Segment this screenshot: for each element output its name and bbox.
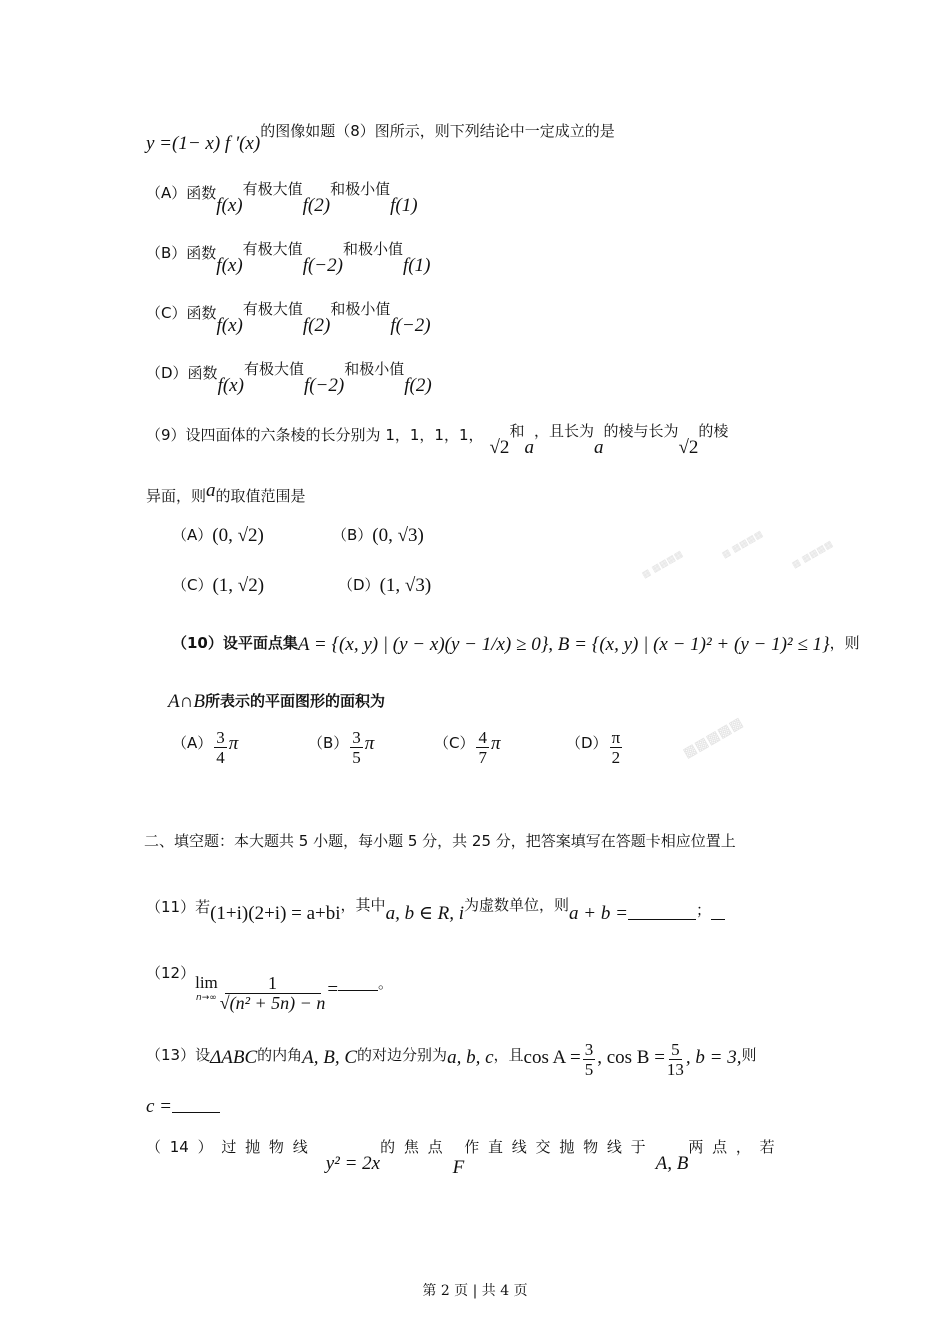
text: 的棱 <box>698 422 729 440</box>
math: π <box>228 733 239 754</box>
set-a: A = {(x, y) | (y − x)(y − 1/x) ≥ 0} <box>297 634 549 655</box>
denominator: 5 <box>584 1060 594 1079</box>
numerator: 3 <box>584 1040 594 1059</box>
option-label: （B） <box>332 526 373 544</box>
text: 有极大值 <box>243 360 304 378</box>
q9-option-b <box>332 524 424 547</box>
math: f(2) <box>302 195 331 216</box>
numerator: 1 <box>225 974 321 994</box>
text: 的棱与长为 <box>603 422 679 440</box>
option-label: （B）函数 <box>146 244 217 262</box>
math: (1, √2) <box>212 575 265 596</box>
math: a + b = <box>569 903 628 924</box>
option-label: （D） <box>338 576 380 594</box>
math: f(−2) <box>303 375 345 396</box>
math: F <box>452 1157 465 1178</box>
watermark: ▩ ▩▩▩▩ <box>640 549 685 581</box>
math: π <box>490 733 501 754</box>
denominator: 7 <box>478 748 487 767</box>
q10-line2 <box>168 690 385 713</box>
option-label: （A） <box>172 526 213 544</box>
option-label: （D）函数 <box>146 364 218 382</box>
numerator: 4 <box>478 728 487 747</box>
math: a <box>593 437 604 458</box>
text: 和极小值 <box>330 300 391 318</box>
q8-intro <box>146 120 615 155</box>
set-b: , B = {(x, y) | (x − 1)² + (y − 1)² ≤ 1} <box>548 634 830 655</box>
text: 和极小值 <box>330 180 391 198</box>
section-2-heading <box>144 830 736 851</box>
text: 的取值范围是 <box>215 487 306 505</box>
numerator: 3 <box>216 728 225 747</box>
answer-blank[interactable] <box>172 1112 220 1113</box>
text: 有极大值 <box>242 300 303 318</box>
math: (1+i)(2+i) = a+bi <box>210 903 341 924</box>
option-label: （C） <box>172 576 213 594</box>
math: a, b, c <box>447 1047 494 1068</box>
q9-line2 <box>146 480 306 510</box>
math: c = <box>146 1096 173 1117</box>
text: （9）设四面体的六条棱的长分别为 1，1，1，1， <box>146 426 484 444</box>
math: A∩B <box>168 691 205 712</box>
text: （10）设平面点集 <box>172 634 298 652</box>
page-footer: 第 2 页 | 共 4 页 <box>422 1283 528 1299</box>
math: f(−2) <box>302 255 343 276</box>
text: 的内角 <box>257 1046 303 1064</box>
text: 有极大值 <box>242 180 303 198</box>
text: 异面，则 <box>146 487 207 505</box>
text: 和极小值 <box>344 360 405 378</box>
numerator: 3 <box>352 728 361 747</box>
math: (0, √2) <box>212 525 264 546</box>
q10-option-b <box>308 728 374 767</box>
denominator: 4 <box>216 748 225 767</box>
q8-formula: y =(1− x) f ′(x) <box>146 133 261 154</box>
q10-option-d <box>566 728 624 767</box>
math: (1, √3) <box>379 575 432 596</box>
q8-option-b <box>146 238 430 277</box>
math: √2 <box>678 437 699 458</box>
denominator: 5 <box>352 748 361 767</box>
q11 <box>146 894 725 925</box>
math: f(2) <box>302 315 331 336</box>
text: ，则 <box>829 634 860 652</box>
denominator: 13 <box>666 1060 684 1079</box>
limit-subscript: n→∞ <box>196 993 217 1003</box>
text: 则 <box>741 1046 757 1064</box>
math: a <box>206 480 216 501</box>
numerator: 5 <box>671 1040 680 1059</box>
denominator: 2 <box>611 748 621 767</box>
q14 <box>146 1136 775 1178</box>
option-label: （D） <box>566 734 608 752</box>
math: f(x) <box>216 195 243 216</box>
q9-option-d <box>338 574 431 597</box>
math: A, B, C <box>302 1047 358 1068</box>
q9-line1 <box>146 420 728 459</box>
text: ，且长为 <box>533 422 594 440</box>
option-label: （C）函数 <box>146 304 217 322</box>
math: √2 <box>489 437 510 458</box>
math: cos A = <box>523 1047 581 1068</box>
math: f(1) <box>402 255 431 276</box>
math: y² = 2x <box>325 1153 381 1174</box>
math: A, B <box>655 1153 689 1174</box>
math: f(2) <box>404 375 432 396</box>
q8-option-a <box>146 178 418 217</box>
math: (0, √3) <box>372 525 424 546</box>
text: ，且 <box>493 1046 524 1064</box>
math: , cos B = <box>597 1047 665 1068</box>
text: （12） <box>146 964 196 982</box>
q10-line1 <box>172 632 860 656</box>
text: 和极小值 <box>342 240 403 258</box>
answer-blank[interactable] <box>628 919 696 920</box>
answer-blank-tail <box>711 919 725 920</box>
q13-line1 <box>146 1040 757 1079</box>
watermark-logo: ▩▩▩▩▩ <box>680 714 746 762</box>
math: a <box>524 437 534 458</box>
text: （ 14 ） 过 抛 物 线 <box>146 1138 308 1156</box>
text: 有极大值 <box>242 240 303 258</box>
answer-blank[interactable] <box>338 990 378 991</box>
text: 为虚数单位，则 <box>464 896 570 914</box>
math: f(x) <box>217 375 244 396</box>
math: f(x) <box>216 255 243 276</box>
math: ΔABC <box>210 1047 258 1068</box>
numerator: π <box>611 728 621 747</box>
text: ，其中 <box>340 896 386 914</box>
math: = <box>327 979 339 1000</box>
text: （11）若 <box>146 898 211 916</box>
text: 和 <box>509 422 525 440</box>
q8-option-c <box>146 298 431 337</box>
text: 的 焦 点 <box>380 1138 443 1156</box>
math: f(1) <box>390 195 418 216</box>
section-heading: 二、填空题：本大题共 5 小题，每小题 5 分，共 25 分，把答案填写在答题卡相应位置上 <box>144 832 736 850</box>
option-label: （A）函数 <box>146 184 217 202</box>
text: 的对边分别为 <box>357 1046 448 1064</box>
text: （13）设 <box>146 1046 211 1064</box>
text: 作 直 线 交 抛 物 线 于 <box>464 1138 646 1156</box>
math: π <box>364 733 375 754</box>
text: 所表示的平面图形的面积为 <box>204 692 385 710</box>
q12 <box>146 962 393 1013</box>
math: a, b ∈ R, i <box>385 903 465 924</box>
math: , b = 3, <box>685 1047 742 1068</box>
text: ； <box>695 901 711 919</box>
q9-option-a <box>172 524 264 547</box>
denominator: √(n² + 5n) − n <box>219 993 326 1013</box>
q8-text: 的图像如题（8）图所示，则下列结论中一定成立的是 <box>260 122 615 140</box>
option-label: （A） <box>172 734 213 752</box>
math: f(x) <box>216 315 243 336</box>
watermark: ▩ ▩▩▩▩ <box>720 529 765 561</box>
option-label: （C） <box>434 734 475 752</box>
q8-option-d <box>146 358 432 397</box>
limit: lim <box>195 973 218 992</box>
q10-option-a <box>172 728 238 767</box>
text: 两 点 ， 若 <box>688 1138 775 1156</box>
q9-option-c <box>172 574 264 597</box>
q10-option-c <box>434 728 501 767</box>
watermark: ▩ ▩▩▩▩ <box>790 539 835 571</box>
option-label: （B） <box>308 734 349 752</box>
math: f(−2) <box>390 315 431 336</box>
q13-line2 <box>146 1096 220 1118</box>
text: 。 <box>378 974 394 992</box>
